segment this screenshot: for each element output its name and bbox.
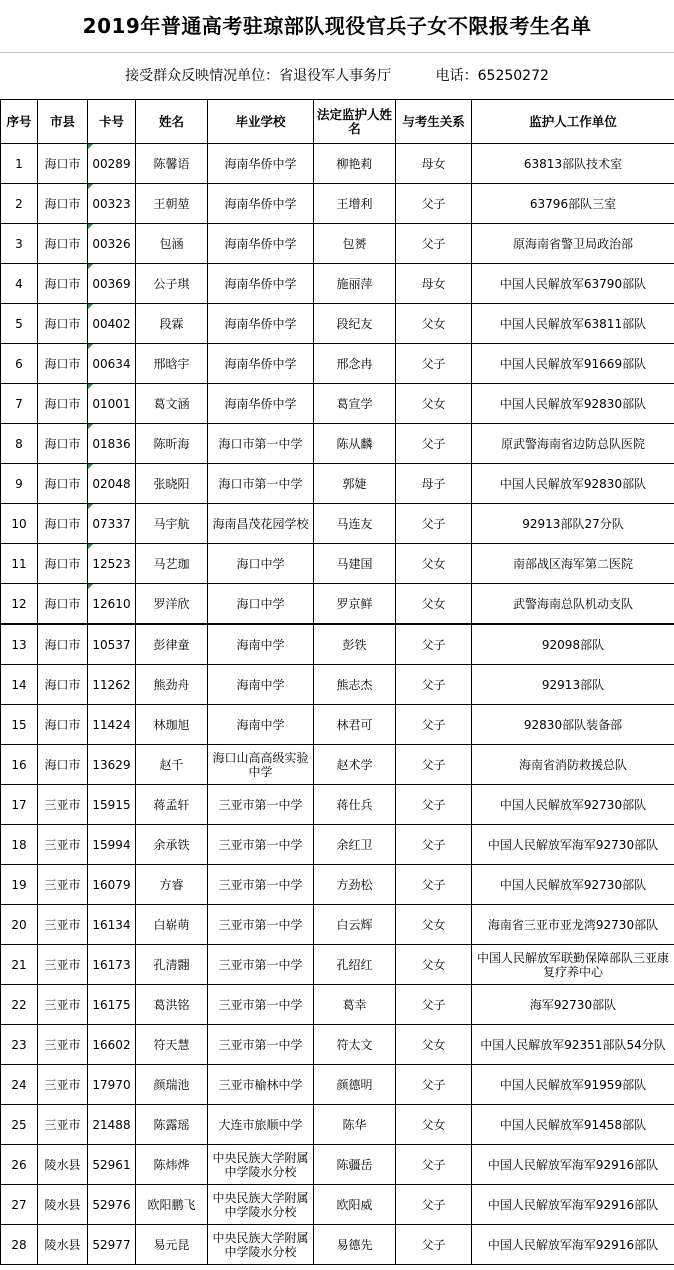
table-row	[1, 504, 674, 544]
cell-city: 三亚市	[38, 1105, 88, 1145]
cell-unit: 中国人民解放军92730部队	[472, 865, 674, 905]
table-row	[1, 1105, 674, 1145]
header-relation: 与考生关系	[396, 100, 472, 144]
cell-guardian: 颜德明	[314, 1065, 396, 1105]
header-guardian: 法定监护人姓名	[314, 100, 396, 144]
cell-guardian: 林君可	[314, 705, 396, 745]
cell-card: 10537	[88, 624, 136, 665]
cell-guardian: 赵术学	[314, 745, 396, 785]
cell-guardian: 方劲松	[314, 865, 396, 905]
contact-phone: 电话：65250272	[435, 68, 549, 84]
table-row	[1, 1145, 674, 1185]
header-unit: 监护人工作单位	[472, 100, 674, 144]
cell-card: 52976	[88, 1185, 136, 1225]
cell-unit: 武警海南总队机动支队	[472, 584, 674, 625]
cell-card: 07337	[88, 504, 136, 544]
table-row	[1, 544, 674, 584]
cell-no: 18	[1, 825, 38, 865]
cell-name: 方睿	[136, 865, 208, 905]
header-school: 毕业学校	[208, 100, 314, 144]
cell-no: 3	[1, 224, 38, 264]
cell-city: 海口市	[38, 344, 88, 384]
cell-city: 海口市	[38, 544, 88, 584]
table-row	[1, 905, 674, 945]
cell-name: 段霖	[136, 304, 208, 344]
cell-unit: 中国人民解放军63811部队	[472, 304, 674, 344]
cell-card: 52961	[88, 1145, 136, 1185]
cell-card: 12610	[88, 584, 136, 625]
cell-name: 张晓阳	[136, 464, 208, 504]
cell-guardian: 葛幸	[314, 985, 396, 1025]
cell-name: 公子琪	[136, 264, 208, 304]
cell-relation: 父女	[396, 384, 472, 424]
cell-school: 海口中学	[208, 584, 314, 625]
cell-name: 孔清翾	[136, 945, 208, 985]
cell-name: 颜瑞池	[136, 1065, 208, 1105]
cell-school: 三亚市第一中学	[208, 905, 314, 945]
cell-no: 7	[1, 384, 38, 424]
cell-school: 海南中学	[208, 624, 314, 665]
cell-city: 海口市	[38, 144, 88, 184]
cell-unit: 63813部队技术室	[472, 144, 674, 184]
cell-relation: 父子	[396, 705, 472, 745]
cell-no: 12	[1, 584, 38, 625]
cell-no: 14	[1, 665, 38, 705]
cell-city: 海口市	[38, 224, 88, 264]
cell-city: 陵水县	[38, 1225, 88, 1265]
header-no: 序号	[1, 100, 38, 144]
cell-relation: 父女	[396, 544, 472, 584]
contact-gap	[391, 68, 436, 84]
cell-unit: 中国人民解放军92351部队54分队	[472, 1025, 674, 1065]
table-row	[1, 985, 674, 1025]
cell-school: 海南昌茂花园学校	[208, 504, 314, 544]
cell-name: 熊劲舟	[136, 665, 208, 705]
header-name: 姓名	[136, 100, 208, 144]
cell-school: 中央民族大学附属中学陵水分校	[208, 1145, 314, 1185]
cell-school: 中央民族大学附属中学陵水分校	[208, 1185, 314, 1225]
cell-name: 欧阳鹏飞	[136, 1185, 208, 1225]
cell-no: 21	[1, 945, 38, 985]
cell-unit: 中国人民解放军海军92730部队	[472, 825, 674, 865]
cell-city: 陵水县	[38, 1145, 88, 1185]
cell-unit: 中国人民解放军海军92916部队	[472, 1145, 674, 1185]
cell-card: 13629	[88, 745, 136, 785]
cell-relation: 父子	[396, 184, 472, 224]
cell-name: 陈炜烨	[136, 1145, 208, 1185]
cell-city: 海口市	[38, 504, 88, 544]
cell-city: 海口市	[38, 264, 88, 304]
cell-card: 02048	[88, 464, 136, 504]
cell-guardian: 陈疆岳	[314, 1145, 396, 1185]
table-row	[1, 865, 674, 905]
cell-city: 三亚市	[38, 985, 88, 1025]
cell-school: 海南华侨中学	[208, 384, 314, 424]
cell-school: 海南华侨中学	[208, 144, 314, 184]
cell-school: 海南中学	[208, 665, 314, 705]
cell-card: 11262	[88, 665, 136, 705]
cell-no: 20	[1, 905, 38, 945]
cell-relation: 母女	[396, 144, 472, 184]
cell-city: 海口市	[38, 745, 88, 785]
cell-relation: 父子	[396, 1225, 472, 1265]
table-row	[1, 1225, 674, 1265]
cell-school: 三亚市第一中学	[208, 825, 314, 865]
cell-relation: 父子	[396, 1185, 472, 1225]
cell-city: 三亚市	[38, 865, 88, 905]
cell-relation: 父女	[396, 1105, 472, 1145]
cell-unit: 中国人民解放军联勤保障部队三亚康复疗养中心	[472, 945, 674, 985]
cell-guardian: 熊志杰	[314, 665, 396, 705]
cell-school: 海南华侨中学	[208, 184, 314, 224]
cell-city: 陵水县	[38, 1185, 88, 1225]
table-row	[1, 825, 674, 865]
table-row	[1, 344, 674, 384]
cell-school: 大连市旅顺中学	[208, 1105, 314, 1145]
cell-unit: 海南省三亚市亚龙湾92730部队	[472, 905, 674, 945]
cell-name: 余承铁	[136, 825, 208, 865]
table-row	[1, 424, 674, 464]
cell-unit: 南部战区海军第二医院	[472, 544, 674, 584]
cell-guardian: 施丽萍	[314, 264, 396, 304]
cell-relation: 父子	[396, 825, 472, 865]
cell-unit: 中国人民解放军海军92916部队	[472, 1185, 674, 1225]
cell-card: 00323	[88, 184, 136, 224]
cell-card: 11424	[88, 705, 136, 745]
table-row	[1, 184, 674, 224]
cell-guardian: 欧阳威	[314, 1185, 396, 1225]
cell-relation: 父女	[396, 584, 472, 625]
cell-relation: 父女	[396, 905, 472, 945]
cell-city: 海口市	[38, 624, 88, 665]
cell-name: 邢晗宇	[136, 344, 208, 384]
cell-unit: 中国人民解放军海军92916部队	[472, 1225, 674, 1265]
cell-relation: 父女	[396, 1025, 472, 1065]
cell-no: 23	[1, 1025, 38, 1065]
cell-city: 三亚市	[38, 1025, 88, 1065]
cell-school: 海南华侨中学	[208, 344, 314, 384]
cell-guardian: 邢念冉	[314, 344, 396, 384]
table-row	[1, 745, 674, 785]
cell-school: 海南华侨中学	[208, 304, 314, 344]
cell-school: 海口市第一中学	[208, 424, 314, 464]
table-row	[1, 945, 674, 985]
cell-relation: 父子	[396, 745, 472, 785]
cell-card: 16173	[88, 945, 136, 985]
cell-card: 00289	[88, 144, 136, 184]
cell-school: 中央民族大学附属中学陵水分校	[208, 1225, 314, 1265]
cell-card: 12523	[88, 544, 136, 584]
cell-city: 三亚市	[38, 1065, 88, 1105]
cell-no: 13	[1, 624, 38, 665]
cell-relation: 父子	[396, 865, 472, 905]
cell-guardian: 白云辉	[314, 905, 396, 945]
cell-guardian: 马连友	[314, 504, 396, 544]
cell-name: 符天慧	[136, 1025, 208, 1065]
cell-school: 三亚市榆林中学	[208, 1065, 314, 1105]
cell-relation: 父子	[396, 785, 472, 825]
cell-guardian: 符太文	[314, 1025, 396, 1065]
cell-no: 11	[1, 544, 38, 584]
table-row	[1, 224, 674, 264]
candidate-table	[0, 99, 674, 1265]
cell-school: 海南中学	[208, 705, 314, 745]
cell-school: 海口山高高级实验中学	[208, 745, 314, 785]
cell-card: 16602	[88, 1025, 136, 1065]
cell-guardian: 包赟	[314, 224, 396, 264]
cell-guardian: 陈从麟	[314, 424, 396, 464]
cell-card: 15994	[88, 825, 136, 865]
cell-no: 17	[1, 785, 38, 825]
cell-school: 海口市第一中学	[208, 464, 314, 504]
cell-no: 6	[1, 344, 38, 384]
cell-guardian: 余红卫	[314, 825, 396, 865]
table-header-row	[1, 100, 674, 144]
cell-unit: 中国人民解放军63790部队	[472, 264, 674, 304]
cell-city: 三亚市	[38, 785, 88, 825]
table-row	[1, 665, 674, 705]
cell-name: 陈昕海	[136, 424, 208, 464]
cell-unit: 92098部队	[472, 624, 674, 665]
cell-name: 赵千	[136, 745, 208, 785]
cell-city: 三亚市	[38, 945, 88, 985]
header-city: 市县	[38, 100, 88, 144]
cell-unit: 海军92730部队	[472, 985, 674, 1025]
cell-school: 海口中学	[208, 544, 314, 584]
cell-no: 19	[1, 865, 38, 905]
cell-card: 15915	[88, 785, 136, 825]
cell-name: 陈露瑶	[136, 1105, 208, 1145]
table-row	[1, 1025, 674, 1065]
cell-no: 22	[1, 985, 38, 1025]
header-card: 卡号	[88, 100, 136, 144]
cell-relation: 父子	[396, 504, 472, 544]
table-body	[1, 144, 674, 1265]
cell-city: 三亚市	[38, 825, 88, 865]
cell-card: 00326	[88, 224, 136, 264]
cell-relation: 母子	[396, 464, 472, 504]
cell-guardian: 段纪友	[314, 304, 396, 344]
cell-no: 10	[1, 504, 38, 544]
cell-relation: 父女	[396, 945, 472, 985]
cell-school: 三亚市第一中学	[208, 945, 314, 985]
cell-relation: 父子	[396, 424, 472, 464]
cell-guardian: 陈华	[314, 1105, 396, 1145]
cell-guardian: 彭铁	[314, 624, 396, 665]
cell-city: 海口市	[38, 424, 88, 464]
cell-name: 王朝堃	[136, 184, 208, 224]
cell-relation: 父子	[396, 624, 472, 665]
cell-card: 00369	[88, 264, 136, 304]
cell-relation: 父子	[396, 344, 472, 384]
table-row	[1, 785, 674, 825]
cell-school: 三亚市第一中学	[208, 1025, 314, 1065]
cell-guardian: 蒋仕兵	[314, 785, 396, 825]
cell-school: 海南华侨中学	[208, 224, 314, 264]
table-row	[1, 584, 674, 625]
table-row	[1, 1065, 674, 1105]
cell-city: 海口市	[38, 705, 88, 745]
cell-unit: 中国人民解放军91669部队	[472, 344, 674, 384]
cell-name: 葛文涵	[136, 384, 208, 424]
cell-relation: 父女	[396, 304, 472, 344]
cell-unit: 中国人民解放军92830部队	[472, 464, 674, 504]
cell-relation: 父子	[396, 1145, 472, 1185]
cell-no: 26	[1, 1145, 38, 1185]
cell-card: 00634	[88, 344, 136, 384]
cell-relation: 父子	[396, 665, 472, 705]
cell-unit: 63796部队三室	[472, 184, 674, 224]
cell-city: 海口市	[38, 384, 88, 424]
cell-card: 16175	[88, 985, 136, 1025]
cell-city: 海口市	[38, 184, 88, 224]
cell-unit: 92830部队装备部	[472, 705, 674, 745]
cell-name: 马艺珈	[136, 544, 208, 584]
cell-no: 15	[1, 705, 38, 745]
cell-no: 4	[1, 264, 38, 304]
cell-relation: 父子	[396, 1065, 472, 1105]
cell-relation: 母女	[396, 264, 472, 304]
cell-guardian: 郭婕	[314, 464, 396, 504]
cell-name: 葛洪铭	[136, 985, 208, 1025]
cell-guardian: 柳艳莉	[314, 144, 396, 184]
cell-guardian: 马建国	[314, 544, 396, 584]
cell-name: 白崭萌	[136, 905, 208, 945]
cell-unit: 中国人民解放军92830部队	[472, 384, 674, 424]
contact-unit: 接受群众反映情况单位：省退役军人事务厅	[125, 68, 392, 84]
cell-no: 25	[1, 1105, 38, 1145]
cell-card: 16134	[88, 905, 136, 945]
cell-guardian: 易德先	[314, 1225, 396, 1265]
cell-name: 包涵	[136, 224, 208, 264]
cell-city: 海口市	[38, 584, 88, 625]
table-row	[1, 144, 674, 184]
cell-card: 52977	[88, 1225, 136, 1265]
cell-city: 海口市	[38, 304, 88, 344]
cell-unit: 中国人民解放军92730部队	[472, 785, 674, 825]
cell-no: 27	[1, 1185, 38, 1225]
table-row	[1, 705, 674, 745]
cell-name: 蒋孟轩	[136, 785, 208, 825]
table-row	[1, 624, 674, 665]
cell-card: 21488	[88, 1105, 136, 1145]
cell-unit: 原武警海南省边防总队医院	[472, 424, 674, 464]
cell-name: 林珈旭	[136, 705, 208, 745]
cell-city: 海口市	[38, 464, 88, 504]
cell-name: 马宇航	[136, 504, 208, 544]
cell-no: 1	[1, 144, 38, 184]
cell-unit: 中国人民解放军91959部队	[472, 1065, 674, 1105]
cell-guardian: 孔绍红	[314, 945, 396, 985]
cell-school: 三亚市第一中学	[208, 785, 314, 825]
table-row	[1, 264, 674, 304]
cell-card: 16079	[88, 865, 136, 905]
cell-relation: 父子	[396, 985, 472, 1025]
cell-unit: 92913部队	[472, 665, 674, 705]
cell-guardian: 罗京鲜	[314, 584, 396, 625]
cell-guardian: 葛宣学	[314, 384, 396, 424]
cell-unit: 海南省消防救援总队	[472, 745, 674, 785]
table-row	[1, 384, 674, 424]
cell-no: 5	[1, 304, 38, 344]
page-title: 2019年普通高考驻琼部队现役官兵子女不限报考生名单	[0, 0, 674, 53]
cell-school: 海南华侨中学	[208, 264, 314, 304]
cell-city: 三亚市	[38, 905, 88, 945]
cell-card: 01836	[88, 424, 136, 464]
table-row	[1, 1185, 674, 1225]
cell-name: 罗洋欣	[136, 584, 208, 625]
table-row	[1, 304, 674, 344]
cell-school: 三亚市第一中学	[208, 865, 314, 905]
cell-card: 17970	[88, 1065, 136, 1105]
cell-no: 9	[1, 464, 38, 504]
cell-name: 陈馨语	[136, 144, 208, 184]
cell-guardian: 王增利	[314, 184, 396, 224]
cell-name: 易元昆	[136, 1225, 208, 1265]
cell-card: 01001	[88, 384, 136, 424]
cell-no: 8	[1, 424, 38, 464]
cell-no: 2	[1, 184, 38, 224]
cell-name: 彭律童	[136, 624, 208, 665]
cell-unit: 92913部队27分队	[472, 504, 674, 544]
cell-no: 28	[1, 1225, 38, 1265]
cell-no: 16	[1, 745, 38, 785]
cell-card: 00402	[88, 304, 136, 344]
cell-school: 三亚市第一中学	[208, 985, 314, 1025]
contact-line	[0, 53, 674, 100]
cell-unit: 原海南省警卫局政治部	[472, 224, 674, 264]
table-row	[1, 464, 674, 504]
cell-unit: 中国人民解放军91458部队	[472, 1105, 674, 1145]
cell-relation: 父子	[396, 224, 472, 264]
cell-no: 24	[1, 1065, 38, 1105]
cell-city: 海口市	[38, 665, 88, 705]
